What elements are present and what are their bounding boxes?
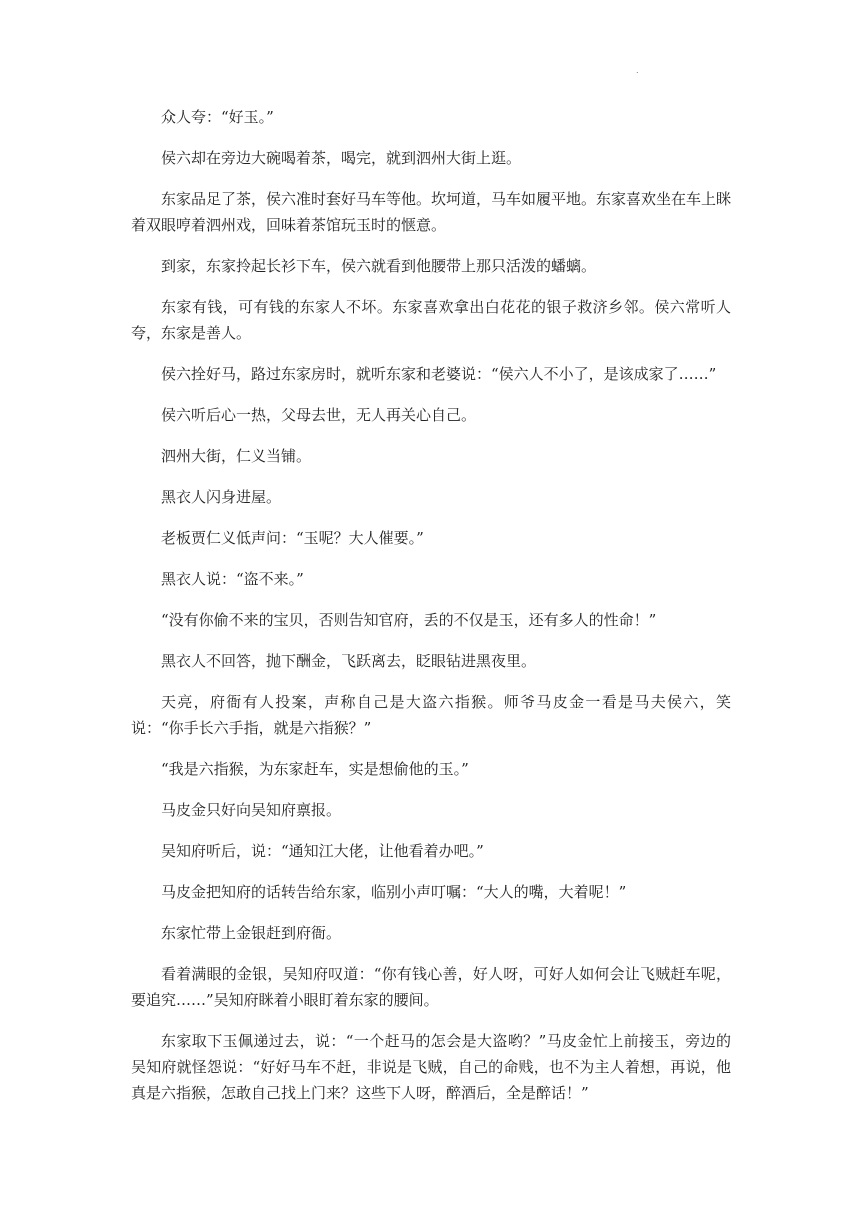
story-text — [131, 104, 731, 1121]
paragraph: 吴知府听后，说：“通知江大佬，让他看着办吧。” — [161, 842, 484, 860]
paragraph: 东家有钱，可有钱的东家人不坏。东家喜欢拿出白花花的银子救济乡邻。侯六常听人夸，东家是善人。 — [131, 298, 731, 342]
paragraph: 众人夸：“好玉。” — [161, 108, 274, 126]
paragraph: 老板贾仁义低声问：“玉呢？大人催要。” — [161, 529, 424, 547]
paragraph: 泗州大街，仁义当铺。 — [161, 447, 312, 465]
paragraph: 侯六拴好马，路过东家房时，就听东家和老婆说：“侯六人不小了，是该成家了……” — [161, 365, 717, 383]
paragraph: 马皮金把知府的话转告给东家，临别小声叮嘱：“大人的嘴，大着呢！” — [161, 883, 627, 901]
paragraph: 黑衣人不回答，抛下酬金，飞跃离去，眨眼钻进黑夜里。 — [161, 652, 537, 670]
page-mark: . — [636, 66, 639, 75]
paragraph: “我是六指猴，为东家赶车，实是想偷他的玉。” — [161, 760, 469, 778]
paragraph: 到家，东家拎起长衫下车，侯六就看到他腰带上那只活泼的蟠螭。 — [161, 257, 597, 275]
paragraph: 东家取下玉佩递过去，说：“一个赶马的怎会是大盗哟？”马皮金忙上前接玉，旁边的吴知府就怪怨说：“好好马车不赶，非说是飞贼，自己的命贱，也不为主人着想，再说，他真是六指猴，怎敢自己找上门来？这些下人呀，醉酒后，全是醉话！” — [131, 1032, 731, 1102]
paragraph: 东家品足了茶，侯六准时套好马车等他。坎坷道，马车如履平地。东家喜欢坐在车上眯着双眼哼着泗州戏，回味着茶馆玩玉时的惬意。 — [131, 190, 732, 234]
paragraph: 天亮，府衙有人投案，声称自己是大盗六指猴。师爷马皮金一看是马夫侯六，笑说：“你手长六手指，就是六指猴？” — [131, 693, 731, 737]
paragraph: 黑衣人闪身进屋。 — [161, 488, 282, 506]
paragraph: 黑衣人说：“盗不来。” — [161, 570, 304, 588]
paragraph: 看着满眼的金银，吴知府叹道：“你有钱心善，好人呀，可好人如何会让飞贼赶车呢，要追究……”吴知府眯着小眼盯着东家的腰间。 — [131, 965, 731, 1009]
paragraph: “没有你偷不来的宝贝，否则告知官府，丢的不仅是玉，还有多人的性命！” — [161, 611, 657, 629]
paragraph: 侯六却在旁边大碗喝着茶，喝完，就到泗州大街上逛。 — [161, 149, 522, 167]
paragraph: 东家忙带上金银赶到府衙。 — [161, 924, 342, 942]
paragraph: 侯六听后心一热，父母去世，无人再关心自己。 — [161, 406, 477, 424]
paragraph: 马皮金只好向吴知府禀报。 — [161, 801, 342, 819]
